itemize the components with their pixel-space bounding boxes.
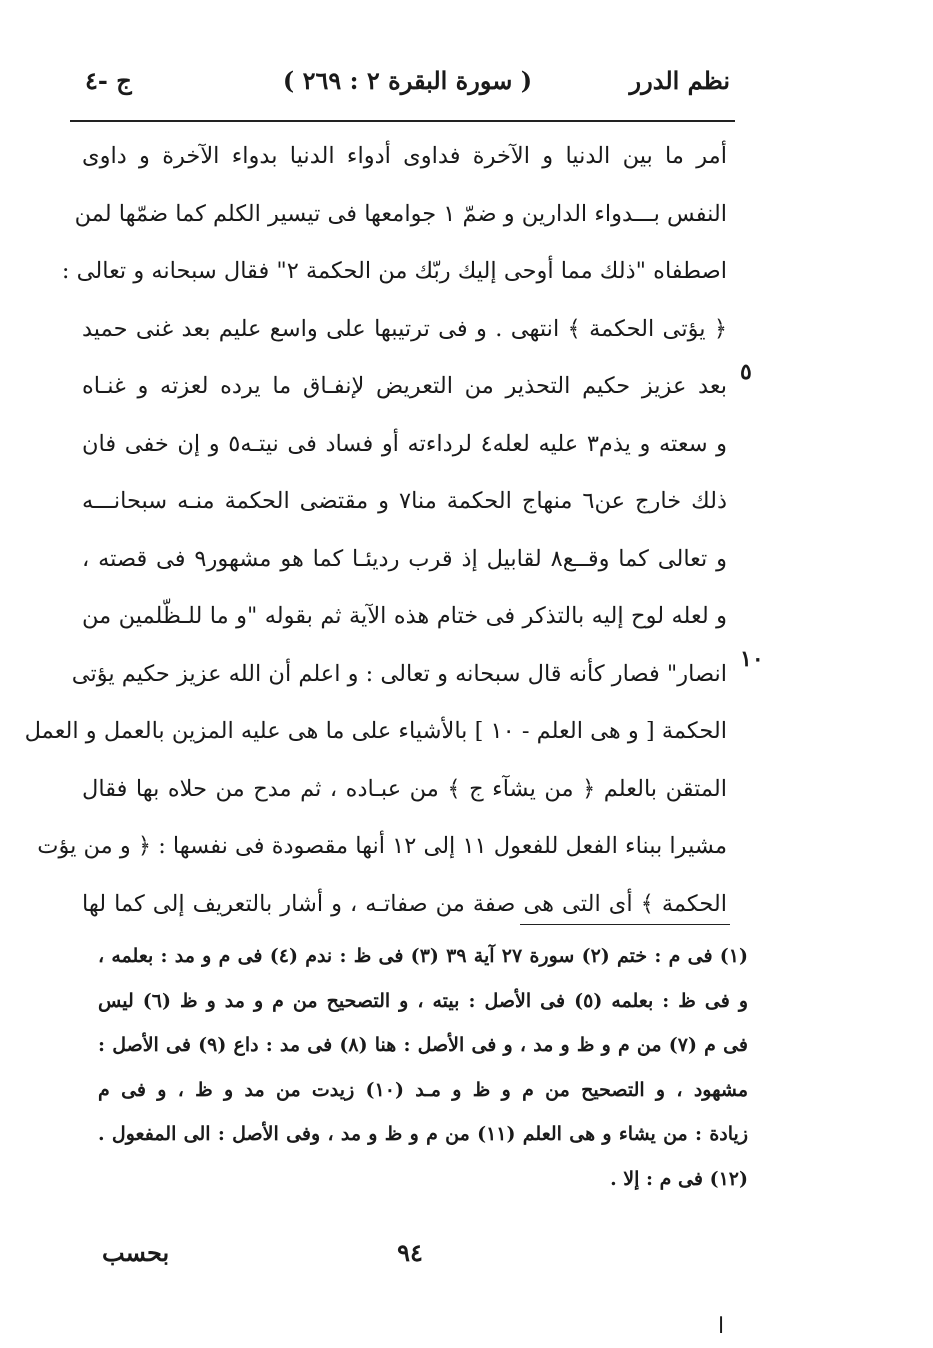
- footnote-rule: [520, 924, 730, 925]
- text-line: المتقن بالعلم ﴿ من يشآء ج ﴾ من عبـاده ، ثم مدح من حلاه بها فقال: [82, 775, 727, 802]
- text-line: الحكمة ﴾ أى التى هى صفة من صفاتـه ، و أشار بالتعريف إلى كما لها: [82, 890, 727, 917]
- footnote-line: (١) فى م : ختم (٢) سورة ٢٧ آية ٣٩ (٣) فى ظ : ندم (٤) فى م و مد : بعلمه ،: [98, 945, 748, 967]
- footnotes: [98, 934, 748, 1201]
- footnote-line: (١٢) فى م : إلا .: [610, 1167, 748, 1190]
- text-line: انصار" فصار كأنه قال سبحانه و تعالى : و اعلم أن الله عزيز حكيم يؤتى: [71, 660, 727, 687]
- main-text: [24, 128, 728, 933]
- book-title: نظم الدرر: [629, 66, 730, 95]
- text-line: و تعالى كما وقــع٨ لقابيل إذ قرب رديئـا كما هو مشهور٩ فى قصته ،: [82, 545, 727, 572]
- running-header: [85, 62, 730, 102]
- text-line: و لعله لوح إليه بالتذكر فى ختام هذه الآية ثم بقوله "و ما للـظّلمين من: [82, 603, 727, 629]
- text-line: بعد عزيز حكيم التحذير من التعريض لإنفـاق ما يرده لعزته و غنـاه: [82, 373, 727, 399]
- text-line: ﴿ يؤتى الحكمة ﴾ انتهى . و فى ترتيبها على واسع عليم بعد غنى حميد: [82, 315, 727, 342]
- footnote-line: مشهود ، و التصحيح من م و ظ و مـد (١٠) زيدت من مد و ظ ، و فى م: [98, 1078, 749, 1101]
- volume-label: ج -٤: [85, 66, 132, 95]
- text-line: النفس بـــدواء الدارين و ضمّ ١ جوامعها فى تيسير الكلم كما ضمّها لمن: [74, 200, 727, 227]
- line-number-10: ١٠: [740, 646, 764, 672]
- page-number: ٩٤: [397, 1238, 423, 1267]
- text-line: و سعته و يذم٣ عليه لعله٤ لرداءته أو فساد فى نيتـه٥ و إن خفى فان: [82, 430, 728, 457]
- text-line: اصطفاه "ذلك مما أوحى إليك ربّك من الحكمة ٢" فقال سبحانه و تعالى :: [61, 258, 727, 284]
- text-line: الحكمة [ و هى العلم - ١٠ ] بالأشياء على ما هى عليه المزين بالعمل و العمل: [24, 718, 727, 744]
- stray-mark: ا: [718, 1314, 725, 1339]
- catchword: بحسب: [102, 1238, 170, 1267]
- surah-reference: ( سورة البقرة ٢ : ٢٦٩ ): [282, 66, 533, 95]
- text-line: ذلك خارج عن٦ منهاج الحكمة منا٧ و مقتضى الحكمة منـه سبحانـــه: [82, 488, 727, 514]
- footnote-line: فى م (٧) من م و ظ و مد ، و فى الأصل : هنا (٨) فى مد : داع (٩) فى الأصل :: [98, 1034, 748, 1056]
- text-line: أمر ما بين الدنيا و الآخرة فداوى أدواء الدنيا بدواء الآخرة و داوى: [82, 143, 727, 169]
- header-rule: [70, 120, 735, 122]
- text-line: مشيرا ببناء الفعل للفعول ١١ إلى ١٢ أنها مقصودة فى نفسها : ﴿ و من يؤت: [37, 833, 727, 859]
- footnote-line: و فى ظ : بعلمه (٥) فى الأصل : بيته ، و التصحيح من م و مد و ظ (٦) ليس: [98, 989, 748, 1012]
- footnote-line: زيادة : من يشاء و هى العلم (١١) من م و ظ و مد ، وفى الأصل : الى المفعول .: [98, 1123, 748, 1145]
- line-number-5: ٥: [740, 359, 752, 385]
